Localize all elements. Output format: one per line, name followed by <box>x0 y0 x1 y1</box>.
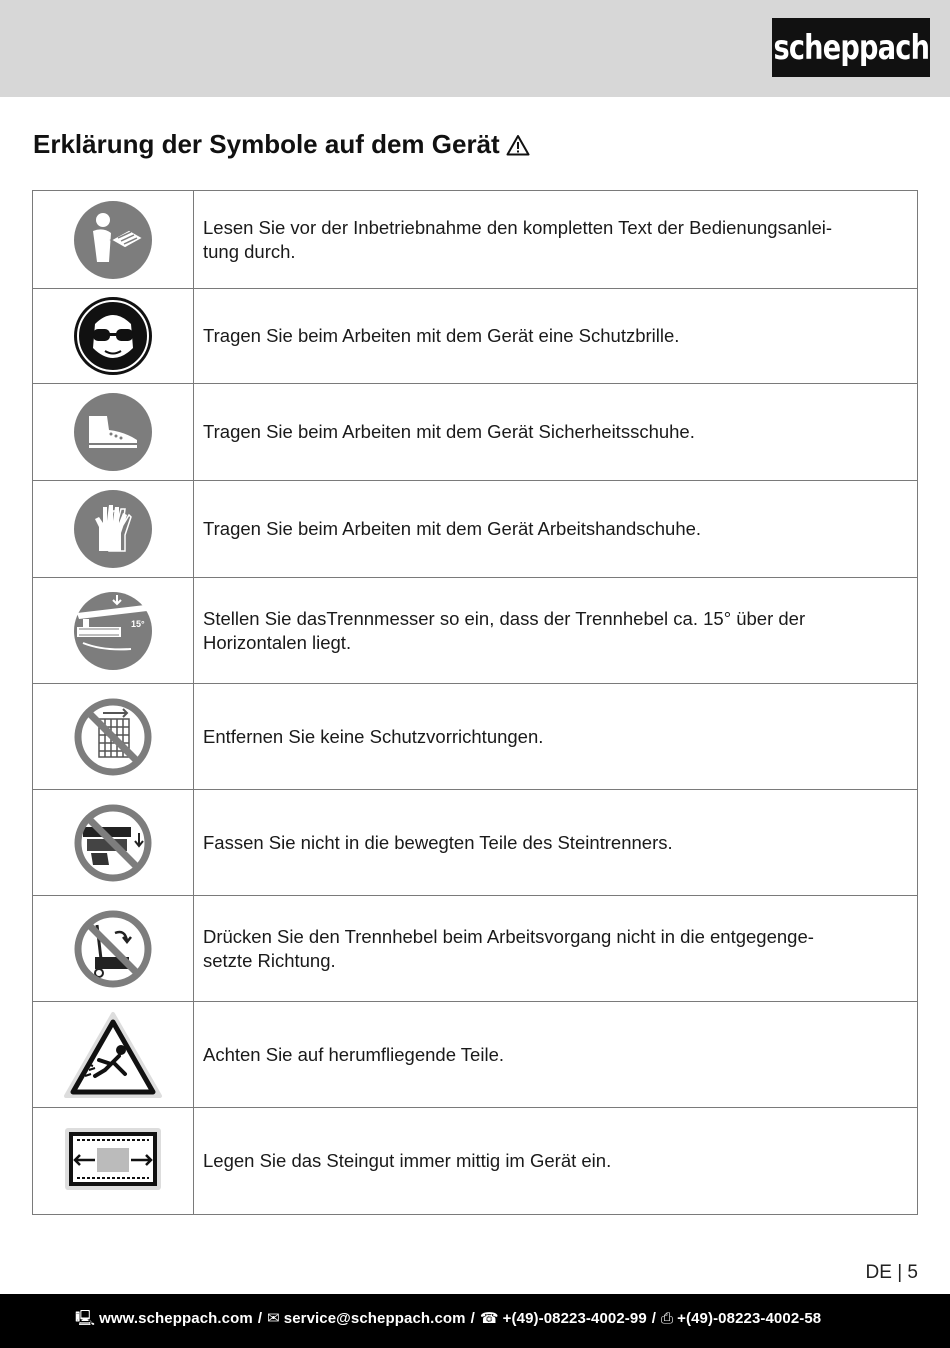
scheppach-logo <box>772 18 930 77</box>
no-push-lever-icon <box>73 909 153 989</box>
table-row <box>33 191 918 289</box>
no-guard-removal-icon <box>73 697 153 777</box>
description-cell: Lesen Sie vor der Inbetriebnahme den kompletten Text der Bedienungsanlei- tung durch. <box>194 191 918 289</box>
description-cell: Tragen Sie beim Arbeiten mit dem Gerät eine Schutzbrille. <box>194 289 918 384</box>
center-stoneware-icon <box>63 1126 163 1196</box>
table-row <box>33 790 918 896</box>
safety-goggles-icon <box>73 296 153 376</box>
read-manual-icon <box>73 200 153 280</box>
icon-cell <box>33 684 194 790</box>
footer-bar <box>0 1294 950 1348</box>
table-row <box>33 896 918 1002</box>
computer-icon: 🖳 <box>75 1310 96 1327</box>
description-cell: Fassen Sie nicht in die bewegten Teile des Steintrenners. <box>194 790 918 896</box>
work-gloves-icon <box>73 489 153 569</box>
safety-shoes-icon <box>73 392 153 472</box>
icon-cell <box>33 191 194 289</box>
header-bar <box>0 0 950 97</box>
angle-label: 15° <box>131 618 145 629</box>
page-number: DE | 5 <box>865 1262 918 1283</box>
icon-cell <box>33 578 194 684</box>
separator: / <box>257 1310 263 1327</box>
website-link[interactable]: www.scheppach.com <box>99 1310 253 1327</box>
description-cell: Achten Sie auf herumfliegende Teile. <box>194 1002 918 1108</box>
description-cell: Tragen Sie beim Arbeiten mit dem Gerät Arbeitshandschuhe. <box>194 481 918 578</box>
table-row <box>33 1108 918 1215</box>
icon-cell <box>33 790 194 896</box>
icon-cell <box>33 1002 194 1108</box>
table-row <box>33 481 918 578</box>
icon-cell <box>33 896 194 1002</box>
logo-text: scheppach <box>773 27 929 68</box>
email-icon: ✉ <box>267 1310 280 1327</box>
fax-icon: ⎙ <box>661 1310 674 1327</box>
page-title-text: Erklärung der Symbole auf dem Gerät <box>33 129 500 159</box>
icon-cell <box>33 289 194 384</box>
separator: / <box>470 1310 475 1327</box>
icon-cell <box>33 481 194 578</box>
icon-cell <box>33 384 194 481</box>
table-row <box>33 578 918 684</box>
separator: / <box>651 1310 657 1327</box>
email-link[interactable]: service@scheppach.com <box>283 1310 466 1327</box>
blade-lever-angle-icon <box>73 591 153 671</box>
table-row <box>33 1002 918 1108</box>
flying-parts-warning-icon <box>63 1010 163 1100</box>
table-row <box>33 384 918 481</box>
table-row <box>33 684 918 790</box>
description-cell: Drücken Sie den Trennhebel beim Arbeitsvorgang nicht in die entgegenge- setzte Richtung. <box>194 896 918 1002</box>
description-cell: Tragen Sie beim Arbeiten mit dem Gerät Sicherheitsschuhe. <box>194 384 918 481</box>
page-title <box>33 129 530 163</box>
footer-contact <box>75 1308 821 1333</box>
table-row <box>33 289 918 384</box>
description-cell: Stellen Sie dasTrennmesser so ein, dass der Trennhebel ca. 15° über der Horizontalen liegt. <box>194 578 918 684</box>
phone-icon: ☎ <box>479 1310 499 1327</box>
no-touch-moving-parts-icon <box>73 803 153 883</box>
icon-cell <box>33 1108 194 1215</box>
fax-number: +(49)-08223-4002-58 <box>677 1310 822 1327</box>
phone-number: +(49)-08223-4002-99 <box>502 1310 647 1327</box>
symbol-table <box>32 190 918 1215</box>
warning-triangle-icon <box>506 132 530 163</box>
description-cell: Legen Sie das Steingut immer mittig im Gerät ein. <box>194 1108 918 1215</box>
description-cell: Entfernen Sie keine Schutzvorrichtungen. <box>194 684 918 790</box>
